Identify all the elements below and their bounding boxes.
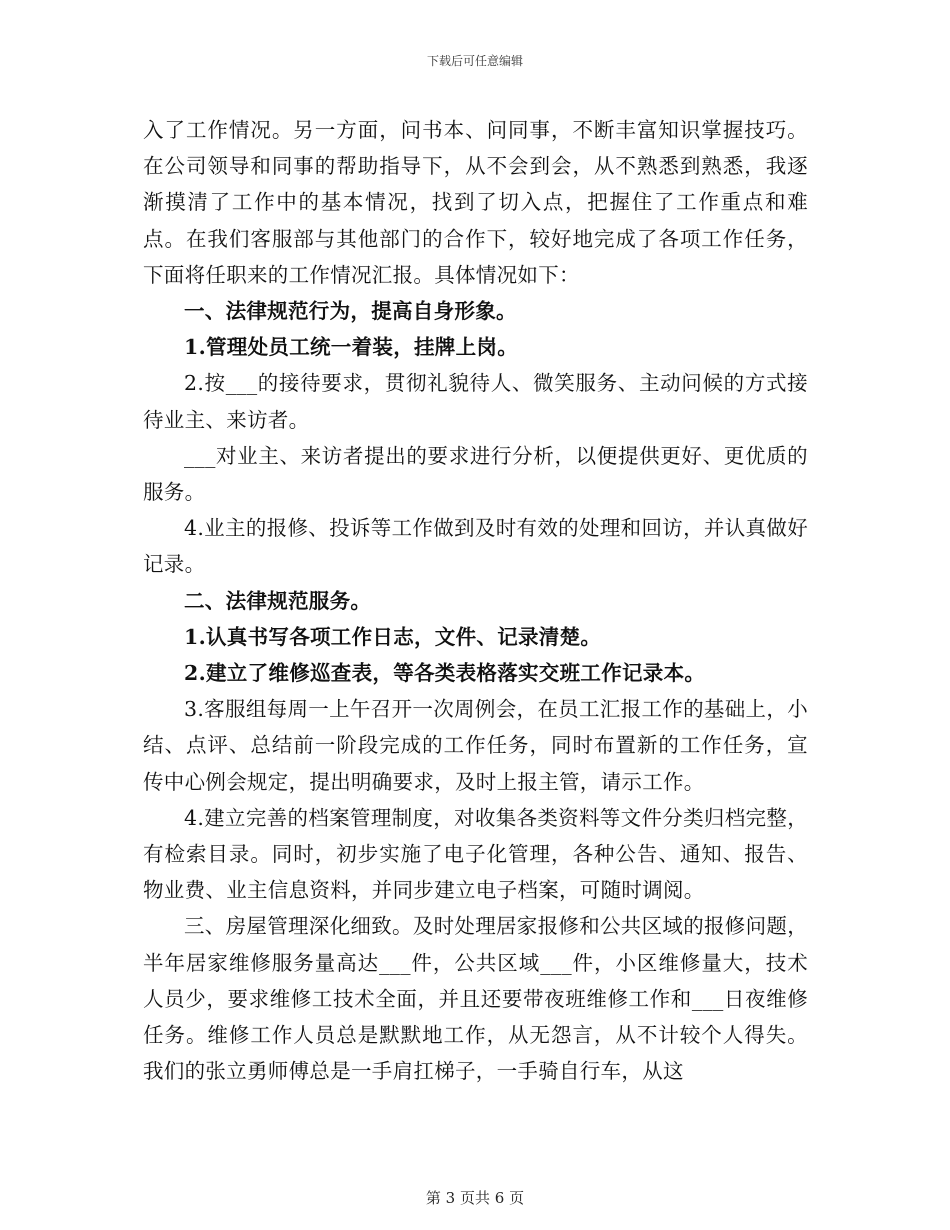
page-header: 下载后可任意编辑	[426, 54, 523, 68]
page-footer: 第 3 页共 6 页	[425, 1189, 525, 1207]
section-heading-1: 一、法律规范行为，提高自身形象。	[184, 299, 517, 324]
list-item-2-1: 1.认真书写各项工作日志，文件、记录清楚。	[184, 624, 602, 649]
list-item-2-2: 2.建立了维修巡查表，等各类表格落实交班工作记录本。	[184, 661, 706, 686]
section-3-paragraph: 三、房屋管理深化细致。及时处理居家报修和公共区域的报修问题，半年居家维修服务量高达___件，公共区域___件，小区维修量大，技术人员少，要求维修工技术全面，并且还要带夜班维修工作和___日夜维修任务。维修工作人员总是默默地工作，从无怨言，从不计较个人得失。我们的张立勇师傅总是一手肩扛梯子，一手骑自行车，从这	[143, 914, 808, 1084]
section-heading-2: 二、法律规范服务。	[184, 588, 372, 613]
list-item-2-4: 4.建立完善的档案管理制度，对收集各类资料等文件分类归档完整，有检索目录。同时，初步实施了电子化管理，各种公告、通知、报告、物业费、业主信息资料，并同步建立电子档案，可随时调阅。	[143, 805, 808, 903]
list-item-1-1: 1.管理处员工统一着装，挂牌上岗。	[184, 335, 518, 360]
list-item-1-4: 4.业主的报修、投诉等工作做到及时有效的处理和回访，并认真做好记录。	[143, 516, 808, 577]
paragraph-intro: 入了工作情况。另一方面，问书本、问同事，不断丰富知识掌握技巧。在公司领导和同事的帮助指导下，从不会到会，从不熟悉到熟悉，我逐渐摸清了工作中的基本情况，找到了切入点，把握住了工作重点和难点。在我们客服部与其他部门的合作下，较好地完成了各项工作任务，下面将任职来的工作情况汇报。具体情况如下：	[143, 118, 808, 287]
document-body	[143, 112, 808, 1089]
list-item-1-3: ___对业主、来访者提出的要求进行分析，以便提供更好、更优质的服务。	[143, 443, 808, 505]
list-item-1-2: 2.按___的接待要求，贯彻礼貌待人、微笑服务、主动问候的方式接待业主、来访者。	[143, 371, 808, 432]
list-item-2-3: 3.客服组每周一上午召开一次周例会，在员工汇报工作的基础上，小结、点评、总结前一阶段完成的工作任务，同时布置新的工作任务，宣传中心例会规定，提出明确要求，及时上报主管，请示工作。	[143, 697, 808, 794]
